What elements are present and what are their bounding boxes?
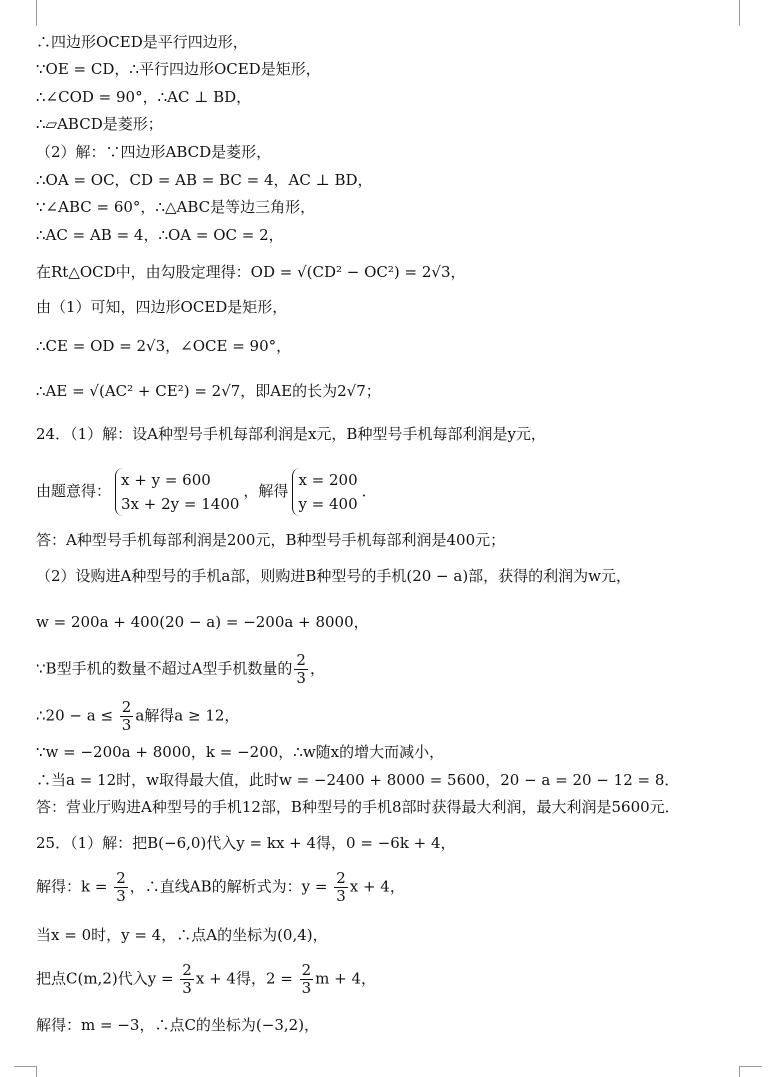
text-line: 答：营业厅购进A种型号的手机12部，B种型号的手机8部时获得最大利润，最大利润是5600元． <box>36 798 680 816</box>
fraction-denominator: 3 <box>116 887 126 905</box>
corner-mark-bottom-right <box>739 1066 762 1077</box>
text-line: ∴当a = 12时，w取得最大值，此时w = −2400 + 8000 = 5600，20 − a = 20 − 12 = 8． <box>36 771 680 789</box>
equation: y = 400 <box>298 495 358 513</box>
fraction <box>120 699 134 734</box>
comma: ， <box>309 659 325 678</box>
fraction-denominator: 3 <box>121 716 132 734</box>
text-line: 由（1）可知，四边形OCED是矩形， <box>36 298 288 316</box>
text-span: ∵B型手机的数量不超过A型手机数量的 <box>36 659 293 678</box>
text-span: ∴20 − a ≤ <box>36 706 118 725</box>
fraction <box>294 652 308 687</box>
text-line: w = 200a + 400(20 − a) = −200a + 8000， <box>36 613 369 631</box>
text-line: ∴▱ABCD是菱形； <box>36 115 163 133</box>
text-line: 答：A种型号手机每部利润是200元，B种型号手机每部利润是400元； <box>36 531 506 549</box>
fraction-numerator: 2 <box>301 961 312 979</box>
text-line: ∵∠ABC = 60°，∴△ABC是等边三角形， <box>36 198 316 216</box>
fraction-denominator: 3 <box>296 669 306 687</box>
text-span: 解得：k = <box>36 877 113 896</box>
equation-system-solution <box>292 468 357 516</box>
fraction-denominator: 3 <box>301 979 312 997</box>
fraction-numerator: 2 <box>121 698 132 716</box>
text-span: m + 4， <box>315 969 377 988</box>
fraction-line <box>36 870 405 905</box>
fraction <box>334 870 348 905</box>
text-span: x + 4， <box>349 877 405 896</box>
fraction-numerator: 2 <box>336 869 346 887</box>
text-line: ∵OE = CD，∴平行四边形OCED是矩形， <box>36 60 321 78</box>
text-line: ∵w = −200a + 8000，k = −200，∴w随x的增大而减小， <box>36 743 445 761</box>
text-line: ∴CE = OD = 2√3，∠OCE = 90°， <box>36 337 292 355</box>
text-line: ∴OA = OC，CD = AB = BC = 4，AC ⊥ BD， <box>36 171 373 189</box>
fraction-denominator: 3 <box>336 887 346 905</box>
corner-mark-top-left <box>36 0 37 26</box>
text-line: （2）解：∵四边形ABCD是菱形， <box>36 143 272 161</box>
text-span: ，∴直线AB的解析式为：y = <box>129 877 333 896</box>
equation-system-given <box>115 468 239 516</box>
text-line: ∴AC = AB = 4，∴OA = OC = 2， <box>36 226 284 244</box>
fraction <box>180 962 194 997</box>
text-span: 由题意得： <box>36 482 112 500</box>
corner-mark-bottom-left <box>14 1066 37 1077</box>
fraction <box>114 870 128 905</box>
fraction <box>300 962 314 997</box>
equation: 3x + 2y = 1400 <box>121 495 240 513</box>
equation: x = 200 <box>298 471 358 489</box>
text-line: ∴∠COD = 90°，∴AC ⊥ BD， <box>36 88 252 106</box>
text-line: ∴AE = √(AC² + CE²) = 2√7，即AE的长为2√7； <box>36 382 381 400</box>
text-line: 在Rt△OCD中，由勾股定理得：OD = √(CD² − OC²) = 2√3， <box>36 263 466 281</box>
period: ． <box>361 482 377 500</box>
text-line: ∴四边形OCED是平行四边形， <box>36 33 248 51</box>
fraction-numerator: 2 <box>182 961 192 979</box>
fraction-numerator: 2 <box>296 651 306 669</box>
fraction-line <box>36 962 376 997</box>
text-line: （2）设购进A种型号的手机a部，则购进B种型号的手机(20 − a)部，获得的利润为w元， <box>36 567 632 585</box>
text-span: ，解得 <box>243 482 289 500</box>
equation: x + y = 600 <box>121 471 211 489</box>
fraction-denominator: 3 <box>182 979 192 997</box>
text-span: a解得a ≥ 12， <box>135 706 240 725</box>
fraction-line <box>36 652 325 687</box>
corner-mark-top-right <box>739 0 740 26</box>
equation-line <box>36 468 377 516</box>
text-span: x + 4得，2 = <box>195 969 298 988</box>
fraction-line <box>36 699 239 734</box>
text-line: 解得：m = −3，∴点C的坐标为(−3,2)， <box>36 1016 320 1034</box>
text-span: 把点C(m,2)代入y = <box>36 969 179 988</box>
fraction-numerator: 2 <box>116 869 126 887</box>
text-line: 当x = 0时，y = 4，∴点A的坐标为(0,4)， <box>36 926 328 944</box>
text-line: 24．（1）解：设A种型号手机每部利润是x元，B种型号手机每部利润是y元， <box>36 425 546 443</box>
text-line: 25．（1）解：把B(−6,0)代入y = kx + 4得，0 = −6k + 4， <box>36 834 456 852</box>
